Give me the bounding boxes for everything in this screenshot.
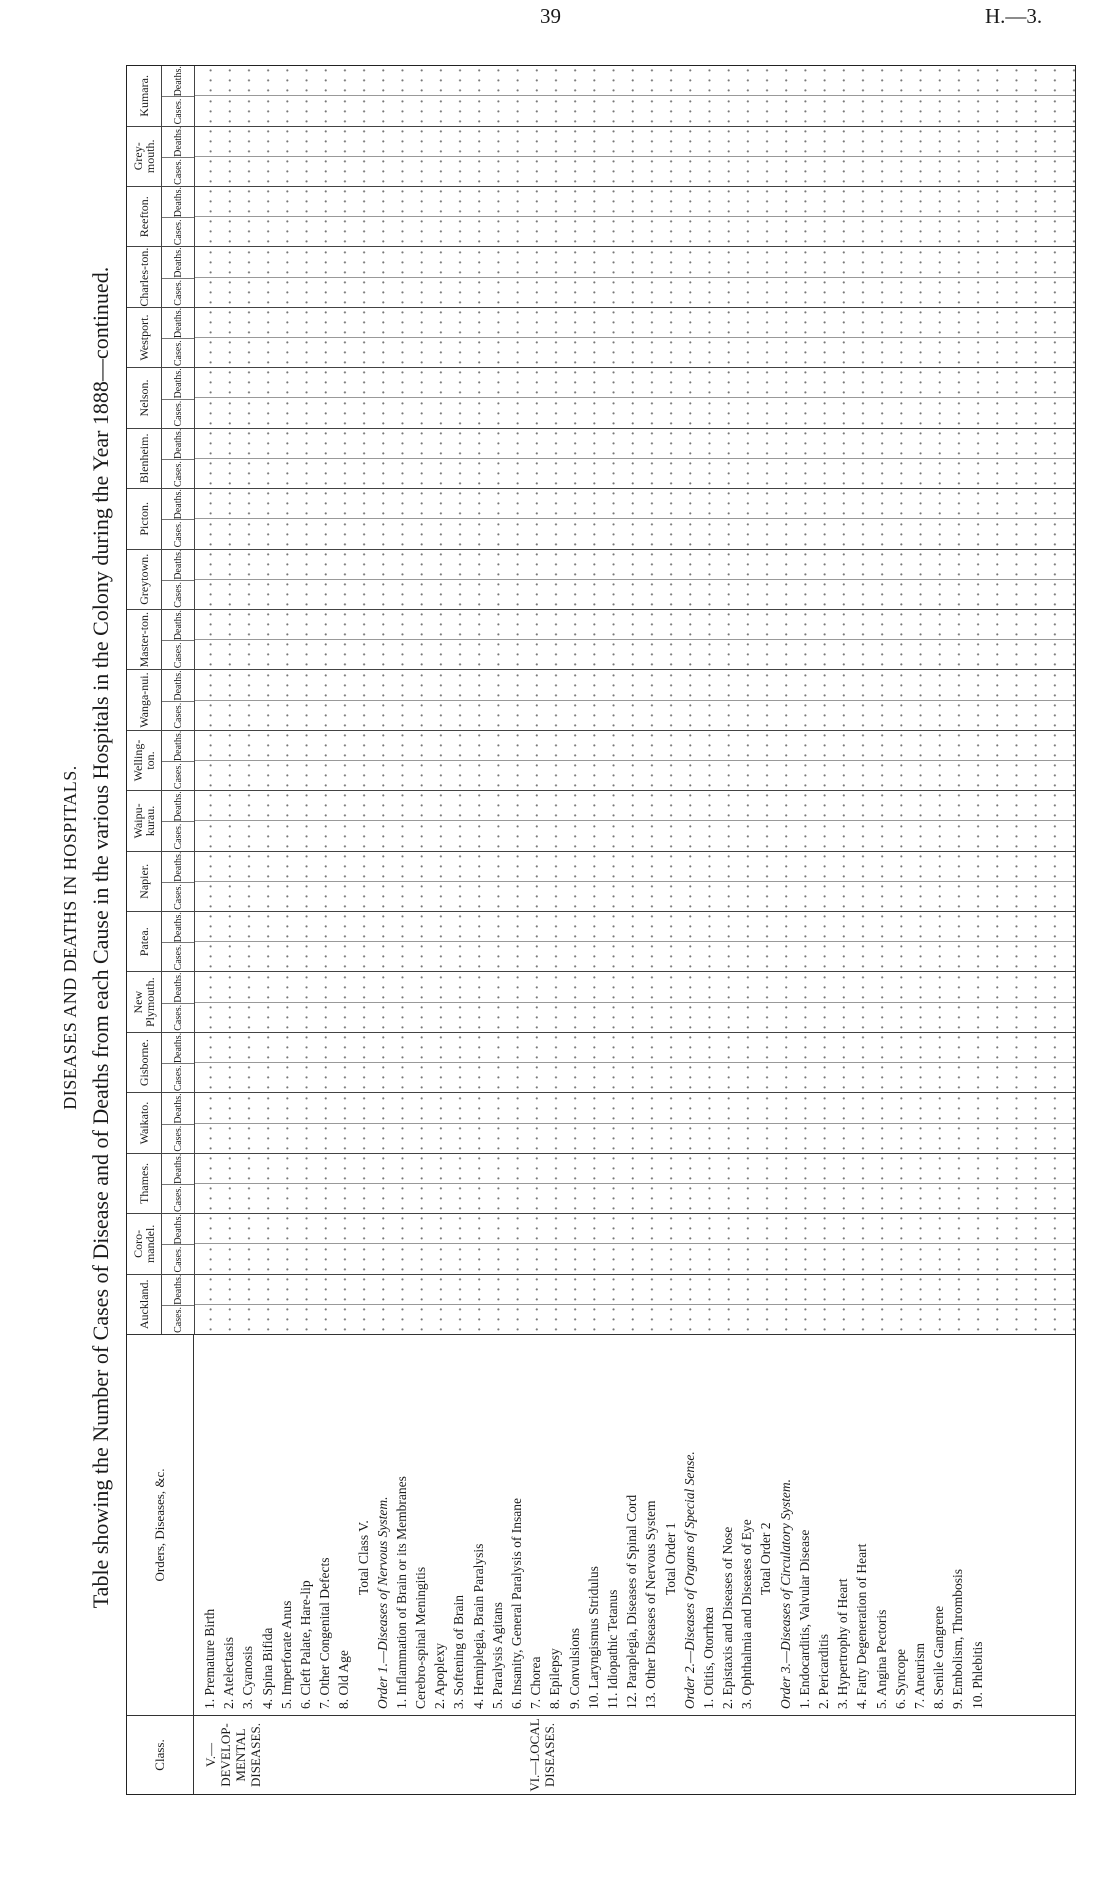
deaths-header: Deaths. [172,368,184,399]
hospital-column [127,730,1075,790]
hospital-name: Blenheim. [127,429,162,488]
hospital-column [127,669,1075,729]
hospital-name: Grey-mouth. [127,127,162,186]
table-row-label: Order 1.—Diseases of Nervous System. [374,1496,390,1709]
table-row-label: 4. Fatty Degeneration of Heart [854,1543,870,1709]
table-row-label: 2. Pericarditis [816,1634,831,1709]
table-row-label: Cerebro-spinal Meningitis [413,1566,429,1709]
table-row-label: 4. Spina Bifida [259,1627,275,1709]
table-row-label: 6. Cleft Palate, Hare-lip [297,1580,313,1709]
cases-deaths-header [162,247,195,306]
table-row-label: 1. Otitis, Otorrhœa [700,1607,716,1709]
value-cells [195,1093,1075,1152]
value-cells [195,550,1075,609]
cases-header: Cases. [162,278,194,307]
value-cells [195,247,1075,306]
value-cells [195,187,1075,246]
hospital-column [127,126,1075,186]
value-cells [195,429,1075,488]
cases-header: Cases. [162,1305,194,1334]
deaths-header: Deaths. [172,549,184,580]
table-row-label: 2. Epistaxis and Diseases of Nose [720,1526,736,1709]
deaths-header: Deaths. [172,307,184,339]
hospital-columns [127,66,1075,1334]
table-row-label: 11. Idiopathic Tetanus [604,1589,620,1709]
cases-header: Cases. [162,1063,194,1092]
table-row-label: 8. Epilepsy [547,1648,563,1709]
table-row-label: 10. Phlebitis [969,1641,985,1709]
table-row-label: 3. Hypertrophy of Heart [835,1578,851,1709]
cases-header: Cases. [162,459,194,488]
cases-deaths-header [162,1033,195,1092]
cases-deaths-header [162,791,195,850]
cases-deaths-header [162,308,195,367]
table-row-label: 5. Paralysis Agitans [489,1602,505,1709]
page-reference: H.—3. [985,4,1043,28]
table-row-label: 1. Premature Birth [202,1608,217,1709]
cases-deaths-header [162,66,195,125]
table-row-label: 9. Convulsions [566,1627,582,1709]
cases-header: Cases. [162,96,194,125]
table-row-label: 8. Old Age [336,1650,352,1709]
disease-table [126,65,1076,1795]
hospital-column [127,246,1075,306]
cases-header: Cases. [162,942,194,971]
hospital-name: Westport. [127,308,162,367]
table-row-label: Total Class V. [355,1520,371,1595]
hospital-column [127,1092,1075,1152]
value-cells [195,1275,1075,1334]
hospital-name: Picton. [127,489,162,548]
value-cells [195,1214,1075,1273]
cases-deaths-header [162,429,195,488]
cases-deaths-header [162,127,195,186]
cases-deaths-header [162,187,195,246]
table-row-label: Order 2.—Diseases of Organs of Special Sense. [681,1451,697,1709]
hospital-column [127,1213,1075,1273]
cases-deaths-header [162,1093,195,1152]
deaths-header: Deaths. [172,126,184,157]
table-subtitle: Table showing the Number of Cases of Disease and of Deaths from each Cause in the various Hospitals in the Colony during the Year 1888—continued. [88,266,113,1609]
hospital-column [127,488,1075,548]
deaths-header: Deaths. [172,66,184,97]
table-title: DISEASES AND DEATHS IN HOSPITALS. [60,765,80,1110]
value-cells [195,66,1075,125]
table-row-label: 7. Chorea [528,1656,544,1709]
cases-deaths-header [162,731,195,790]
hospital-name: Greytown. [127,550,162,609]
cases-header: Cases. [162,519,194,548]
cases-header: Cases. [162,1003,194,1032]
table-row-label: Order 3.—Diseases of Circulatory System. [777,1479,793,1709]
cases-deaths-header [162,489,195,548]
hospital-column [127,549,1075,609]
deaths-header: Deaths. [172,730,184,762]
page-number: 39 [540,4,561,28]
hospital-column [127,1153,1075,1213]
hospital-column [127,367,1075,427]
table-row-label: Total Order 2 [758,1522,774,1595]
cases-header: Cases. [162,1124,194,1153]
hospital-column [127,609,1075,669]
value-cells [195,1033,1075,1092]
hospital-name: Auckland. [127,1275,162,1334]
cases-header: Cases. [162,1184,194,1213]
deaths-header: Deaths. [172,186,184,218]
value-cells [195,731,1075,790]
cases-header: Cases. [162,399,194,428]
hospital-column [127,911,1075,971]
cases-deaths-header [162,972,195,1031]
hospital-name: Coro-mandel. [127,1214,162,1273]
hospital-name: New Plymouth. [127,972,162,1031]
hospital-column [127,307,1075,367]
table-row-label: 2. Apoplexy [432,1643,448,1709]
deaths-header: Deaths. [172,1153,184,1185]
cases-header: Cases. [162,882,194,911]
deaths-header: Deaths. [172,489,184,520]
table-row-label: 3. Softening of Brain [451,1595,467,1709]
table-row-label: 1. Inflammation of Brain or its Membranes [393,1476,409,1709]
value-cells [195,1154,1075,1213]
hospital-name: Charles-ton. [127,247,162,306]
cases-header: Cases. [162,157,194,186]
cases-deaths-header [162,912,195,971]
deaths-header: Deaths. [172,1274,184,1305]
hospital-name: Waikato. [127,1093,162,1152]
class-v-label: V.—DEVELOP-MENTAL DISEASES. [203,1723,263,1787]
table-row-label: 10. Laryngismus Stridulus [585,1566,601,1709]
hospital-name: Master-ton. [127,610,162,669]
hospital-name: Thames. [127,1154,162,1213]
cases-deaths-header [162,368,195,427]
value-cells [195,670,1075,729]
cases-deaths-header [162,1214,195,1273]
hospital-name: Patea. [127,912,162,971]
rotated-table-sheet [60,50,1090,1825]
class-column [127,1715,1075,1794]
class-vi-label: VI.—LOCAL DISEASES. [527,1718,557,1792]
deaths-header: Deaths. [172,851,184,882]
hospital-column [127,851,1075,911]
value-cells [195,308,1075,367]
cases-deaths-header [162,670,195,729]
deaths-header: Deaths. [172,1032,184,1064]
value-cells [195,912,1075,971]
hospital-name: Wanga-nui. [127,670,162,729]
hospital-name: Kumara. [127,66,162,125]
table-row-label: 6. Syncope [892,1649,908,1709]
hospital-column [127,790,1075,850]
cases-header: Cases. [162,821,194,850]
cases-header: Cases. [162,217,194,246]
cases-deaths-header [162,550,195,609]
hospital-column [127,1032,1075,1092]
hospital-column [127,66,1075,125]
table-row-label: Total Order 1 [662,1522,678,1595]
table-row-label: 3. Cyanosis [240,1645,256,1709]
value-cells [195,368,1075,427]
deaths-header: Deaths. [172,247,184,278]
hospital-column [127,1274,1075,1334]
orders-column [127,1334,1075,1715]
value-cells [195,610,1075,669]
deaths-header: Deaths. [172,428,184,459]
value-cells [195,852,1075,911]
table-row-label: 5. Angina Pectoris [873,1609,889,1709]
deaths-header: Deaths. [172,1093,184,1124]
cases-deaths-header [162,1275,195,1334]
cases-header: Cases. [162,640,194,669]
value-cells [195,127,1075,186]
hospital-column [127,428,1075,488]
deaths-header: Deaths. [172,972,184,1003]
value-cells [195,972,1075,1031]
table-row-label: 12. Paraplegia, Diseases of Spinal Cord [624,1494,640,1709]
cases-deaths-header [162,1154,195,1213]
cases-header: Cases. [162,761,194,790]
value-cells [195,489,1075,548]
table-row-label: 4. Hemiplegia, Brain Paralysis [470,1543,486,1709]
deaths-header: Deaths. [172,912,184,943]
cases-header: Cases. [162,1244,194,1273]
cases-header: Cases. [162,701,194,730]
hospital-name: Nelson. [127,368,162,427]
hospital-column [127,186,1075,246]
table-row-label: 1. Endocarditis, Valvular Disease [796,1529,812,1709]
deaths-header: Deaths. [172,609,184,641]
table-row-label: 6. Insanity, General Paralysis of Insane [509,1498,524,1709]
cases-deaths-header [162,852,195,911]
row-labels [194,1335,987,1715]
deaths-header: Deaths. [172,791,184,822]
hospital-name: Napier. [127,852,162,911]
cases-deaths-header [162,610,195,669]
hospital-name: Welling-ton. [127,731,162,790]
hospital-name: Gisborne. [127,1033,162,1092]
table-row-label: 2. Atelectasis [221,1637,237,1709]
table-row-label: 5. Imperforate Anus [278,1600,294,1709]
cases-header: Cases. [162,580,194,609]
deaths-header: Deaths. [172,670,184,701]
value-cells [195,791,1075,850]
table-row-label: 3. Ophthalmia and Diseases of Eye [739,1519,755,1709]
table-row-label: 9. Embolism, Thrombosis [950,1568,966,1709]
class-header: Class. [127,1716,194,1794]
table-row-label: 13. Other Diseases of Nervous System [643,1500,659,1709]
hospital-column [127,971,1075,1031]
hospital-name: Waipu-kurau. [127,791,162,850]
orders-header: Orders, Diseases, &c. [127,1335,194,1715]
cases-header: Cases. [162,338,194,367]
table-row-label: 7. Other Congenital Defects [317,1557,333,1709]
table-row-label: 7. Aneurism [911,1643,927,1709]
table-row-label: 8. Senile Gangrene [931,1605,947,1709]
hospital-name: Reefton. [127,187,162,246]
deaths-header: Deaths. [172,1214,184,1245]
